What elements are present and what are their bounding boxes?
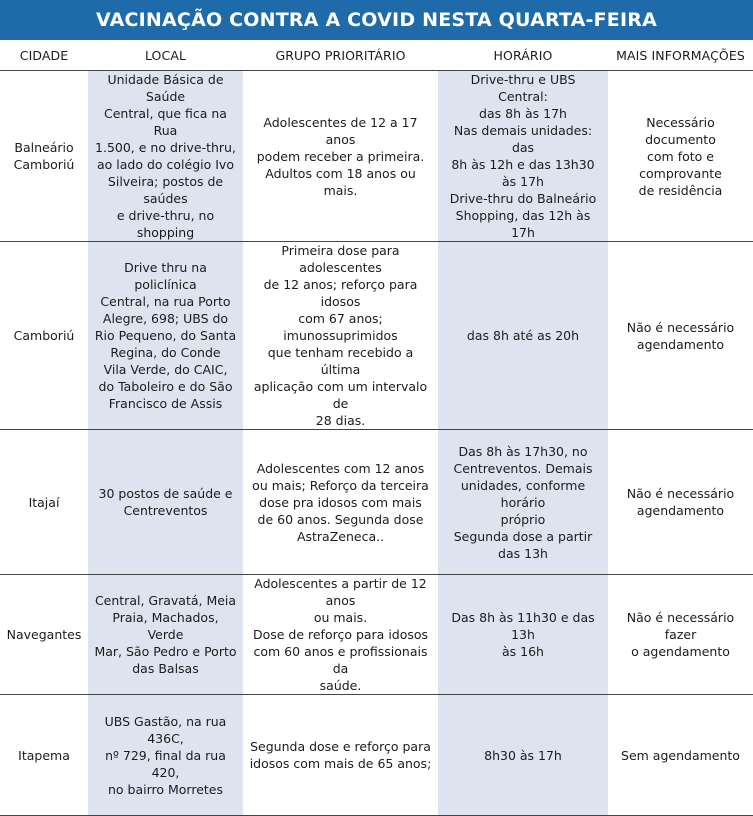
table-row — [0, 242, 753, 430]
table-row — [0, 695, 753, 816]
grupo-cell: Adolescentes a partir de 12 anos ou mais. Dose de reforço para idosos com 60 anos e profissionais da saúde. — [252, 576, 429, 693]
cidade-cell: Balneário Camboriú — [13, 140, 75, 172]
local-cell: Drive thru na policlínica Central, na rua Porto Alegre, 698; UBS do Rio Pequeno, do Santa Regina, do Conde Vila Verde, do CAIC, do Taboleiro e do São Francisco de Assis — [94, 260, 237, 411]
table-row — [0, 575, 753, 695]
cidade-cell: Itajaí — [28, 494, 60, 510]
local-cell: UBS Gastão, na rua 436C, nº 729, final da rua 420, no bairro Morretes — [104, 713, 227, 797]
horario-cell: 8h30 às 17h — [484, 747, 562, 763]
grupo-cell: Adolescentes com 12 anos ou mais; Reforço da terceira dose pra idosos com mais de 60 anos. Segunda dose AstraZeneca.. — [252, 460, 429, 544]
header-local: LOCAL — [88, 40, 243, 71]
table-row — [0, 430, 753, 575]
header-cidade: CIDADE — [0, 40, 88, 71]
local-cell: Unidade Básica de Saúde Central, que fica na Rua 1.500, e no drive-thru, ao lado do colégio Ivo Silveira; postos de saúdes e drive-thru, no shopping — [95, 72, 236, 240]
horario-cell: Drive-thru e UBS Central: das 8h às 17h Nas demais unidades: das 8h às 12h e das 13h30 às 17h Drive-thru do Balneário Shopping, das 12h às 17h — [449, 72, 597, 240]
cidade-cell: Itapema — [18, 747, 70, 763]
header-info: MAIS INFORMAÇÕES — [608, 40, 753, 71]
local-cell: 30 postos de saúde e Centreventos — [98, 486, 233, 518]
grupo-cell: Adolescentes de 12 a 17 anos podem receber a primeira. Adultos com 18 anos ou mais. — [256, 114, 425, 198]
info-cell: Não é necessário fazer o agendamento — [626, 610, 735, 659]
vaccination-table — [0, 40, 753, 816]
grupo-cell: Primeira dose para adolescentes de 12 anos; reforço para idosos com 67 anos; imunossuprimidos que tenham recebido a última aplicação com um intervalo de 28 dias. — [253, 243, 428, 428]
header-horario: HORÁRIO — [438, 40, 608, 71]
grupo-cell: Segunda dose e reforço para idosos com mais de 65 anos; — [249, 739, 432, 771]
local-cell: Central, Gravatá, Meia Praia, Machados, Verde Mar, São Pedro e Porto das Balsas — [94, 593, 237, 676]
info-cell: Sem agendamento — [621, 747, 740, 763]
table-row — [0, 71, 753, 242]
header-grupo: GRUPO PRIORITÁRIO — [243, 40, 438, 71]
info-cell: Não é necessário agendamento — [626, 486, 735, 518]
horario-cell: Das 8h às 11h30 e das 13h às 16h — [451, 610, 595, 659]
cidade-cell: Navegantes — [6, 627, 82, 642]
page-title: VACINAÇÃO CONTRA A COVID NESTA QUARTA-FEIRA — [95, 9, 657, 31]
horario-cell: Das 8h às 17h30, no Centreventos. Demais unidades, conforme horário próprio Segunda dose a partir das 13h — [453, 443, 593, 561]
horario-cell: das 8h até as 20h — [466, 328, 580, 343]
info-cell: Não é necessário agendamento — [626, 319, 735, 352]
title-bar — [0, 0, 753, 40]
header-row — [0, 40, 753, 71]
cidade-cell: Camboriú — [13, 328, 75, 343]
info-cell: Necessário documento com foto e comprovante de residência — [638, 114, 723, 198]
